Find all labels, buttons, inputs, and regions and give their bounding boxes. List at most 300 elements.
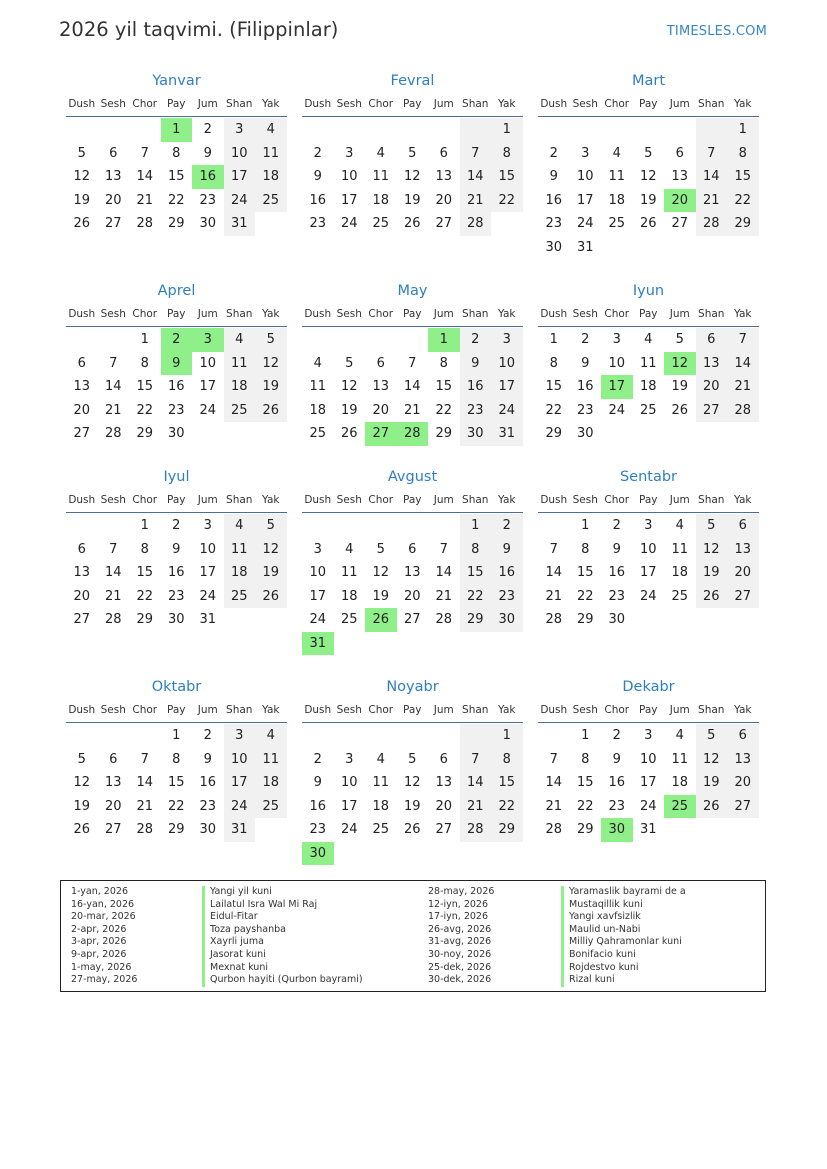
day-cell: 26: [639, 216, 657, 231]
day-cell: 19: [340, 402, 358, 418]
weekday-header: [302, 488, 523, 513]
weekday-label: Yak: [498, 704, 516, 716]
weekday-label: Jum: [197, 98, 218, 110]
legend-entry: 30-dek, 2026: [428, 974, 492, 986]
day-cell: 8: [549, 355, 558, 371]
day-cell: 20: [664, 189, 696, 213]
day-cell: 10: [224, 748, 256, 772]
day-cell: 27: [73, 426, 91, 441]
day-cell: 13: [372, 379, 390, 394]
day-cell: 25: [340, 612, 358, 627]
day-cell: 25: [372, 822, 390, 837]
legend-names-left: [202, 886, 363, 987]
legend-entry: Yaramaslik bayrami de a: [561, 886, 686, 899]
day-cell: 8: [491, 748, 523, 772]
empty-cell: [397, 514, 429, 538]
month-name: May: [397, 283, 428, 299]
day-cell: 30: [167, 426, 185, 441]
day-cell: 14: [104, 565, 122, 580]
day-cell: 4: [224, 328, 256, 352]
day-cell: 31: [199, 612, 217, 627]
weekday-label: Shan: [698, 308, 725, 320]
day-cell: 9: [203, 145, 212, 161]
day-cell: 29: [491, 818, 523, 842]
empty-cell: [334, 842, 366, 866]
day-cell: 25: [309, 426, 327, 441]
empty-cell: [98, 724, 130, 748]
day-cell: 12: [696, 748, 728, 772]
day-grid: [302, 118, 523, 236]
day-cell: 11: [224, 538, 256, 562]
holiday-legend: [60, 880, 766, 992]
day-cell: 27: [365, 422, 397, 446]
legend-entry: 2-apr, 2026: [71, 923, 127, 935]
day-cell: 27: [435, 216, 453, 231]
day-cell: 17: [639, 775, 657, 790]
day-cell: 24: [309, 612, 327, 627]
day-cell: 9: [313, 775, 322, 790]
day-grid: [538, 118, 759, 259]
day-cell: 28: [545, 822, 563, 837]
day-cell: 22: [491, 189, 523, 213]
empty-cell: [365, 328, 397, 352]
weekday-header: [538, 698, 759, 723]
day-cell: 5: [644, 145, 653, 161]
day-cell: 6: [376, 355, 385, 371]
empty-cell: [727, 236, 759, 260]
day-cell: 10: [199, 541, 217, 557]
legend-entry: Rizal kuni: [561, 974, 686, 987]
day-cell: 30: [199, 216, 217, 231]
day-cell: 11: [671, 541, 689, 557]
day-grid: [302, 514, 523, 655]
day-cell: 17: [576, 192, 594, 208]
day-cell: 21: [435, 588, 453, 604]
day-grid: [302, 328, 523, 446]
day-cell: 22: [491, 795, 523, 819]
day-cell: 14: [104, 379, 122, 394]
weekday-label: Dush: [304, 98, 332, 110]
empty-cell: [633, 608, 665, 632]
day-cell: 1: [491, 724, 523, 748]
legend-entry: 1-yan, 2026: [71, 886, 128, 897]
day-cell: 1: [161, 118, 193, 142]
day-cell: 17: [639, 565, 657, 580]
day-cell: 5: [77, 751, 86, 767]
empty-cell: [664, 236, 696, 260]
empty-cell: [397, 328, 429, 352]
day-cell: 23: [167, 588, 185, 604]
empty-cell: [66, 724, 98, 748]
empty-cell: [633, 236, 665, 260]
day-cell: 2: [203, 728, 212, 743]
day-cell: 19: [639, 192, 657, 208]
day-cell: 7: [109, 541, 118, 557]
day-cell: 23: [167, 402, 185, 418]
day-cell: 18: [608, 192, 626, 208]
site-link[interactable]: TIMESLES.COM: [666, 24, 767, 39]
month-block: [538, 70, 759, 259]
weekday-label: Jum: [669, 98, 690, 110]
weekday-header: [538, 488, 759, 513]
empty-cell: [334, 118, 366, 142]
day-cell: 23: [576, 402, 594, 418]
day-cell: 17: [491, 375, 523, 399]
day-cell: 19: [696, 561, 728, 585]
day-cell: 30: [576, 426, 594, 441]
day-cell: 4: [675, 518, 684, 533]
day-cell: 20: [73, 402, 91, 418]
day-cell: 29: [576, 612, 594, 627]
day-cell: 16: [309, 798, 327, 814]
day-cell: 26: [255, 585, 287, 609]
day-cell: 14: [460, 165, 492, 189]
day-cell: 30: [491, 608, 523, 632]
legend-entry: 30-noy, 2026: [428, 948, 492, 960]
month-name: Iyun: [632, 283, 665, 299]
empty-cell: [460, 842, 492, 866]
day-grid: [66, 724, 287, 842]
day-cell: 30: [199, 822, 217, 837]
page-title: 2026 yil taqvimi. (Filippinlar): [59, 18, 339, 41]
empty-cell: [428, 118, 460, 142]
month-block: [302, 70, 523, 236]
day-cell: 2: [313, 145, 322, 161]
day-cell: 2: [203, 122, 212, 137]
day-cell: 1: [172, 728, 181, 743]
day-cell: 5: [675, 332, 684, 347]
day-cell: 17: [224, 165, 256, 189]
day-cell: 10: [309, 565, 327, 580]
day-cell: 22: [167, 192, 185, 208]
month-name: Yanvar: [152, 73, 201, 89]
day-cell: 4: [675, 728, 684, 743]
weekday-label: Chor: [132, 704, 158, 716]
day-cell: 13: [104, 775, 122, 790]
day-cell: 26: [340, 426, 358, 441]
empty-cell: [66, 118, 98, 142]
day-cell: 16: [460, 375, 492, 399]
weekday-label: Chor: [132, 98, 158, 110]
weekday-label: Dush: [68, 494, 96, 506]
day-cell: 2: [491, 514, 523, 538]
day-cell: 8: [491, 142, 523, 166]
day-cell: 9: [549, 169, 558, 184]
weekday-label: Jum: [433, 704, 454, 716]
day-cell: 7: [439, 541, 448, 557]
day-cell: 26: [73, 822, 91, 837]
weekday-label: Yak: [734, 494, 752, 506]
day-cell: 12: [403, 775, 421, 790]
weekday-label: Pay: [402, 98, 422, 110]
day-cell: 28: [136, 822, 154, 837]
empty-cell: [255, 818, 287, 842]
empty-cell: [365, 118, 397, 142]
day-cell: 4: [313, 355, 322, 371]
day-cell: 3: [612, 332, 621, 347]
day-cell: 24: [224, 795, 256, 819]
day-cell: 2: [612, 728, 621, 743]
day-cell: 18: [255, 165, 287, 189]
month-name: Mart: [631, 73, 666, 89]
day-cell: 4: [376, 751, 385, 767]
day-cell: 18: [224, 561, 256, 585]
day-cell: 26: [255, 399, 287, 423]
day-grid: [66, 514, 287, 632]
day-cell: 15: [167, 775, 185, 790]
day-cell: 10: [639, 541, 657, 557]
day-cell: 7: [549, 541, 558, 557]
day-cell: 5: [77, 145, 86, 161]
weekday-label: Shan: [462, 308, 489, 320]
weekday-header: [302, 698, 523, 723]
weekday-label: Chor: [368, 494, 394, 506]
day-cell: 3: [345, 145, 354, 161]
day-cell: 12: [340, 379, 358, 394]
day-cell: 18: [255, 771, 287, 795]
day-cell: 6: [77, 355, 86, 371]
day-cell: 16: [167, 565, 185, 580]
day-cell: 24: [608, 402, 626, 418]
empty-cell: [633, 118, 665, 142]
weekday-label: Chor: [132, 494, 158, 506]
day-cell: 12: [664, 352, 696, 376]
legend-entry: Lailatul Isra Wal Mi Raj: [202, 899, 363, 912]
month-block: [538, 466, 759, 632]
day-cell: 10: [224, 142, 256, 166]
empty-cell: [491, 212, 523, 236]
legend-entry: Maulid un-Nabi: [561, 924, 686, 937]
day-cell: 8: [140, 355, 149, 371]
day-cell: 17: [199, 379, 217, 394]
legend-entry: Qurbon hayiti (Qurbon bayrami): [202, 974, 363, 987]
weekday-label: Yak: [734, 308, 752, 320]
legend-entry: Mexnat kuni: [202, 962, 363, 975]
weekday-label: Yak: [262, 308, 280, 320]
empty-cell: [727, 422, 759, 446]
day-cell: 15: [136, 565, 154, 580]
day-cell: 19: [73, 192, 91, 208]
weekday-header: [538, 302, 759, 327]
day-cell: 24: [340, 216, 358, 231]
legend-entry: 1-may, 2026: [71, 961, 132, 973]
weekday-header: [302, 92, 523, 117]
day-cell: 21: [545, 798, 563, 814]
weekday-label: Sesh: [336, 98, 362, 110]
weekday-label: Chor: [132, 308, 158, 320]
weekday-label: Sesh: [572, 704, 598, 716]
day-cell: 26: [73, 216, 91, 231]
day-cell: 14: [545, 775, 563, 790]
empty-cell: [727, 818, 759, 842]
day-cell: 23: [460, 399, 492, 423]
weekday-label: Yak: [262, 98, 280, 110]
day-cell: 30: [608, 612, 626, 627]
day-cell: 28: [397, 422, 429, 446]
weekday-label: Jum: [669, 494, 690, 506]
empty-cell: [365, 724, 397, 748]
day-cell: 17: [309, 588, 327, 604]
day-cell: 22: [576, 588, 594, 604]
legend-entry: Xayrli juma: [202, 936, 363, 949]
day-cell: 6: [727, 724, 759, 748]
day-cell: 10: [639, 751, 657, 767]
day-cell: 5: [408, 751, 417, 767]
day-cell: 7: [109, 355, 118, 371]
legend-entry: 31-avg, 2026: [428, 936, 492, 948]
day-cell: 30: [302, 842, 334, 866]
weekday-header: [66, 92, 287, 117]
legend-entry: 9-apr, 2026: [71, 948, 127, 960]
weekday-label: Sesh: [336, 704, 362, 716]
day-cell: 3: [224, 118, 256, 142]
day-cell: 15: [491, 165, 523, 189]
month-block: [302, 466, 523, 655]
day-cell: 11: [372, 775, 390, 790]
day-cell: 22: [167, 798, 185, 814]
day-cell: 18: [671, 565, 689, 580]
day-grid: [66, 328, 287, 446]
day-cell: 13: [696, 352, 728, 376]
legend-dates-right: [428, 886, 494, 987]
legend-entry: Jasorat kuni: [202, 949, 363, 962]
day-cell: 3: [581, 145, 590, 161]
day-cell: 28: [136, 216, 154, 231]
day-cell: 17: [199, 565, 217, 580]
weekday-label: Yak: [262, 494, 280, 506]
empty-cell: [538, 118, 570, 142]
weekday-label: Shan: [462, 494, 489, 506]
day-cell: 21: [104, 588, 122, 604]
day-cell: 18: [224, 375, 256, 399]
day-cell: 6: [675, 145, 684, 161]
day-cell: 8: [140, 541, 149, 557]
empty-cell: [302, 724, 334, 748]
day-cell: 25: [255, 189, 287, 213]
empty-cell: [696, 608, 728, 632]
day-cell: 25: [671, 588, 689, 604]
day-cell: 5: [696, 724, 728, 748]
day-grid: [302, 724, 523, 865]
weekday-label: Jum: [197, 704, 218, 716]
day-cell: 14: [403, 379, 421, 394]
day-cell: 14: [696, 165, 728, 189]
weekday-label: Pay: [402, 704, 422, 716]
day-cell: 3: [313, 541, 322, 557]
day-cell: 23: [608, 798, 626, 814]
empty-cell: [633, 422, 665, 446]
day-cell: 12: [639, 169, 657, 184]
day-cell: 13: [727, 748, 759, 772]
day-cell: 7: [140, 145, 149, 161]
day-cell: 28: [727, 399, 759, 423]
day-cell: 9: [460, 352, 492, 376]
day-cell: 8: [172, 145, 181, 161]
day-cell: 9: [612, 541, 621, 557]
day-cell: 28: [696, 212, 728, 236]
day-cell: 3: [224, 724, 256, 748]
weekday-label: Dush: [540, 98, 568, 110]
weekday-label: Sesh: [100, 494, 126, 506]
day-cell: 11: [671, 751, 689, 767]
legend-entry: 16-yan, 2026: [71, 898, 135, 910]
day-cell: 7: [460, 748, 492, 772]
month-block: [66, 676, 287, 842]
day-cell: 1: [491, 118, 523, 142]
day-cell: 20: [435, 798, 453, 814]
day-cell: 5: [255, 514, 287, 538]
day-cell: 22: [576, 798, 594, 814]
weekday-label: Yak: [734, 704, 752, 716]
day-cell: 12: [403, 169, 421, 184]
day-cell: 8: [581, 541, 590, 557]
day-cell: 28: [104, 612, 122, 627]
day-cell: 13: [435, 775, 453, 790]
day-cell: 21: [460, 189, 492, 213]
day-cell: 23: [309, 822, 327, 837]
day-cell: 4: [255, 118, 287, 142]
day-cell: 17: [601, 375, 633, 399]
day-cell: 19: [403, 192, 421, 208]
month-block: [538, 676, 759, 842]
day-cell: 15: [167, 169, 185, 184]
day-cell: 20: [403, 588, 421, 604]
weekday-label: Dush: [304, 494, 332, 506]
day-cell: 23: [491, 585, 523, 609]
day-cell: 27: [696, 399, 728, 423]
empty-cell: [460, 632, 492, 656]
day-cell: 13: [727, 538, 759, 562]
day-cell: 28: [460, 212, 492, 236]
day-cell: 23: [309, 216, 327, 231]
weekday-label: Chor: [368, 308, 394, 320]
month-name: Dekabr: [622, 679, 675, 695]
weekday-label: Pay: [638, 308, 658, 320]
weekday-label: Pay: [638, 98, 658, 110]
empty-cell: [98, 514, 130, 538]
day-cell: 7: [408, 355, 417, 371]
empty-cell: [255, 422, 287, 446]
day-cell: 15: [136, 379, 154, 394]
weekday-label: Yak: [498, 308, 516, 320]
day-cell: 20: [372, 402, 390, 418]
day-cell: 16: [576, 379, 594, 394]
empty-cell: [601, 236, 633, 260]
day-cell: 13: [403, 565, 421, 580]
day-cell: 11: [639, 355, 657, 371]
day-cell: 30: [545, 239, 563, 255]
empty-cell: [255, 212, 287, 236]
legend-entry: 26-avg, 2026: [428, 923, 492, 935]
legend-entry: Mustaqillik kuni: [561, 899, 686, 912]
day-cell: 19: [696, 771, 728, 795]
day-cell: 10: [199, 355, 217, 371]
day-cell: 28: [460, 818, 492, 842]
day-cell: 4: [644, 332, 653, 347]
day-cell: 21: [696, 189, 728, 213]
weekday-label: Dush: [540, 308, 568, 320]
month-block: [538, 280, 759, 446]
day-cell: 31: [302, 632, 334, 656]
legend-entry: Yangi yil kuni: [202, 886, 363, 899]
empty-cell: [397, 118, 429, 142]
weekday-label: Dush: [68, 704, 96, 716]
weekday-label: Chor: [604, 704, 630, 716]
weekday-label: Pay: [638, 704, 658, 716]
day-grid: [66, 118, 287, 236]
day-cell: 17: [340, 798, 358, 814]
weekday-label: Sesh: [572, 308, 598, 320]
